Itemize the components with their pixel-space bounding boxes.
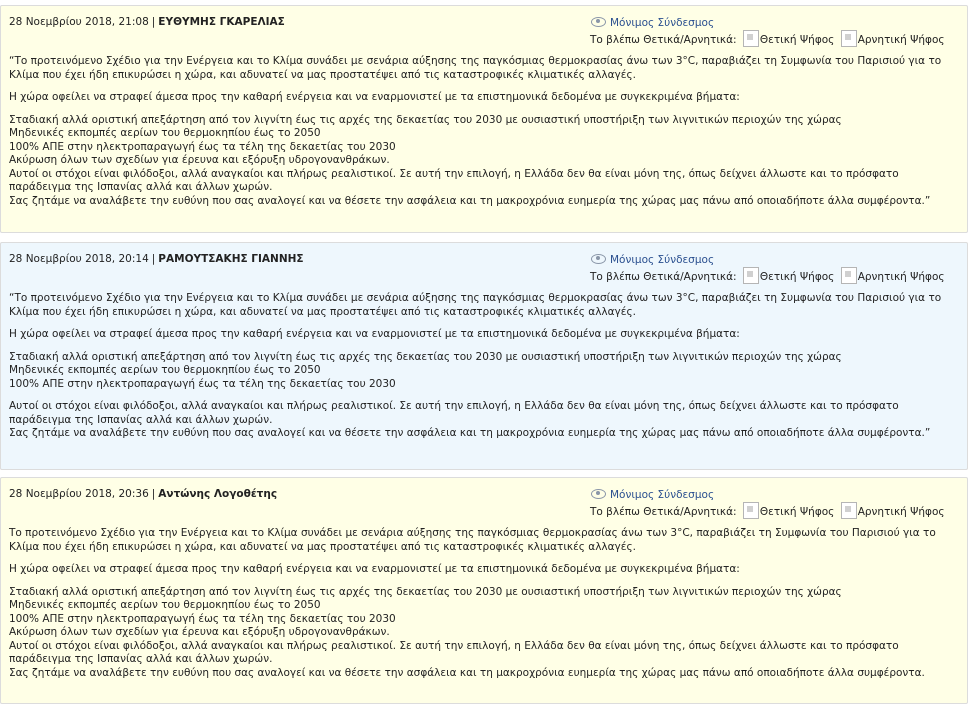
eye-icon: [591, 17, 606, 27]
comment-paragraph: “Το προτεινόμενο Σχέδιο για την Ενέργεια και το Κλίμα συνάδει με σενάρια αύξησης της παγκόσμιας θερμοκρασίας άνω των 3°C, παραβιάζει τη Συμφωνία του Παρισιού για το Κλίμα που έχει ήδη επικυρώσει η χώρα, και αδυνατεί να μας προστατέψει από τις καταστροφικές κλιματικές αλλαγές.: [9, 292, 942, 318]
comment-date: 28 Νοεμβρίου 2018, 21:08: [9, 16, 149, 28]
comment: [0, 477, 968, 704]
vote-positive-button[interactable]: [743, 271, 834, 283]
comment-body: [9, 527, 964, 689]
comment-line: Ακύρωση όλων των σχεδίων για έρευνα και εξόρυξη υδρογονανθράκων.: [9, 626, 390, 638]
comment-line: Σας ζητάμε να αναλάβετε την ευθύνη που σας αναλογεί και να θέσετε την ασφάλεια και τη μακροχρόνια ευημερία της χώρας μας πάνω από οποιαδήποτε άλλα συμφέροντα.: [9, 666, 925, 679]
thumbs-down-icon: [841, 502, 857, 519]
vote-negative-label: Αρνητική Ψήφος: [857, 34, 945, 46]
comment-line: Σας ζητάμε να αναλάβετε την ευθύνη που σας αναλογεί και να θέσετε την ασφάλεια και τη μακροχρόνια ευημερία της χώρας μας πάνω από οποιαδήποτε άλλα συμφέροντα.”: [9, 427, 931, 439]
eye-icon: [591, 489, 606, 499]
vote-prompt: Το βλέπω Θετικά/Αρνητικά:: [590, 271, 737, 283]
permalink-label: Μόνιμος Σύνδεσμος: [610, 254, 715, 266]
comment-lines: [9, 400, 964, 441]
comment-meta: [9, 16, 285, 28]
comment-author: ΡΑΜΟΥΤΣΑΚΗΣ ΓΙΑΝΝΗΣ: [158, 253, 304, 265]
eye-icon: [591, 254, 606, 264]
vote-prompt: Το βλέπω Θετικά/Αρνητικά:: [590, 506, 737, 518]
comment-line: 100% ΑΠΕ στην ηλεκτροπαραγωγή έως τα τέλη της δεκαετίας του 2030: [9, 140, 396, 153]
thumbs-up-icon: [743, 502, 759, 519]
permalink-link[interactable]: [591, 253, 945, 267]
comment-author: ΕΥΘΥΜΗΣ ΓΚΑΡΕΛΙΑΣ: [158, 16, 285, 28]
vote-negative-label: Αρνητική Ψήφος: [857, 506, 945, 518]
comment-line: Σταδιακή αλλά οριστική απεξάρτηση από τον λιγνίτη έως τις αρχές της δεκαετίας του 2030 με ουσιαστική υποστήριξη των λιγνιτικών περιοχών της χώρας: [9, 350, 842, 363]
vote-prompt: Το βλέπω Θετικά/Αρνητικά:: [590, 34, 737, 46]
vote-row: [590, 267, 945, 284]
comment-date: 28 Νοεμβρίου 2018, 20:14: [9, 253, 149, 265]
vote-positive-label: Θετική Ψήφος: [759, 271, 835, 283]
comment-line: Σταδιακή αλλά οριστική απεξάρτηση από τον λιγνίτη έως τις αρχές της δεκαετίας του 2030 με ουσιαστική υποστήριξη των λιγνιτικών περιοχών της χώρας: [9, 113, 842, 126]
vote-row: [590, 502, 945, 519]
comment-meta: [9, 253, 304, 265]
vote-positive-label: Θετική Ψήφος: [759, 506, 835, 518]
comment-line: 100% ΑΠΕ στην ηλεκτροπαραγωγή έως τα τέλη της δεκαετίας του 2030: [9, 612, 396, 625]
comment-line: Αυτοί οι στόχοι είναι φιλόδοξοι, αλλά αναγκαίοι και πλήρως ρεαλιστικοί. Σε αυτή την επιλογή, η Ελλάδα δεν θα είναι μόνη της, όπως δείχνει άλλωστε και το πρόσφατο παράδειγμα της Ισπανίας αλλά και άλλων χωρών.: [9, 639, 899, 665]
comment-lines: [9, 351, 964, 392]
comment-paragraph: Η χώρα οφείλει να στραφεί άμεσα προς την καθαρή ενέργεια και να εναρμονιστεί με τα επιστημονικά δεδομένα με συγκεκριμένα βήματα:: [9, 563, 740, 575]
comment-line: 100% ΑΠΕ στην ηλεκτροπαραγωγή έως τα τέλη της δεκαετίας του 2030: [9, 377, 396, 390]
meta-separator: |: [151, 16, 156, 28]
comment-tools: [591, 16, 945, 47]
comment-lines: [9, 114, 964, 209]
comment: [0, 242, 968, 470]
vote-positive-label: Θετική Ψήφος: [759, 34, 835, 46]
comment-line: Αυτοί οι στόχοι είναι φιλόδοξοι, αλλά αναγκαίοι και πλήρως ρεαλιστικοί. Σε αυτή την επιλογή, η Ελλάδα δεν θα είναι μόνη της, όπως δείχνει άλλωστε και το πρόσφατο παράδειγμα της Ισπανίας αλλά και άλλων χωρών.: [9, 167, 899, 193]
comment-paragraph: Το προτεινόμενο Σχέδιο για την Ενέργεια και το Κλίμα συνάδει με σενάρια αύξησης της παγκόσμιας θερμοκρασίας άνω των 3°C, παραβιάζει τη Συμφωνία του Παρισιού για το Κλίμα που έχει ήδη επικυρώσει η χώρα, και αδυνατεί να μας προστατέψει από τις καταστροφικές κλιματικές αλλαγές.: [9, 527, 936, 553]
comment-line: Μηδενικές εκπομπές αερίων του θερμοκηπίου έως το 2050: [9, 364, 321, 376]
comment-line: Μηδενικές εκπομπές αερίων του θερμοκηπίου έως το 2050: [9, 127, 321, 139]
comment-lines: [9, 586, 964, 681]
permalink-link[interactable]: [591, 488, 945, 502]
thumbs-up-icon: [743, 30, 759, 47]
comment-meta: [9, 488, 277, 500]
comment-line: Μηδενικές εκπομπές αερίων του θερμοκηπίου έως το 2050: [9, 599, 321, 611]
vote-positive-button[interactable]: [743, 34, 834, 46]
permalink-link[interactable]: [591, 16, 945, 30]
comment: [0, 5, 968, 233]
comment-line: Ακύρωση όλων των σχεδίων για έρευνα και εξόρυξη υδρογονανθράκων.: [9, 154, 390, 166]
vote-negative-button[interactable]: [841, 271, 945, 283]
meta-separator: |: [151, 488, 156, 500]
comment-paragraph: “Το προτεινόμενο Σχέδιο για την Ενέργεια και το Κλίμα συνάδει με σενάρια αύξησης της παγκόσμιας θερμοκρασίας άνω των 3°C, παραβιάζει τη Συμφωνία του Παρισιού για το Κλίμα που έχει ήδη επικυρώσει η χώρα, και αδυνατεί να μας προστατέψει από τις καταστροφικές κλιματικές αλλαγές.: [9, 55, 942, 81]
vote-positive-button[interactable]: [743, 506, 834, 518]
vote-negative-label: Αρνητική Ψήφος: [857, 271, 945, 283]
comment-tools: [591, 488, 945, 519]
vote-negative-button[interactable]: [841, 34, 945, 46]
vote-row: [590, 30, 945, 47]
vote-negative-button[interactable]: [841, 506, 945, 518]
comment-body: [9, 55, 964, 217]
permalink-label: Μόνιμος Σύνδεσμος: [610, 489, 715, 501]
meta-separator: |: [151, 253, 156, 265]
comment-paragraph: Η χώρα οφείλει να στραφεί άμεσα προς την καθαρή ενέργεια και να εναρμονιστεί με τα επιστημονικά δεδομένα με συγκεκριμένα βήματα:: [9, 91, 740, 103]
comment-paragraph: Η χώρα οφείλει να στραφεί άμεσα προς την καθαρή ενέργεια και να εναρμονιστεί με τα επιστημονικά δεδομένα με συγκεκριμένα βήματα:: [9, 328, 740, 340]
thumbs-down-icon: [841, 267, 857, 284]
comment-line: Σας ζητάμε να αναλάβετε την ευθύνη που σας αναλογεί και να θέσετε την ασφάλεια και τη μακροχρόνια ευημερία της χώρας μας πάνω από οποιαδήποτε άλλα συμφέροντα.”: [9, 194, 931, 207]
comment-date: 28 Νοεμβρίου 2018, 20:36: [9, 488, 149, 500]
comment-author: Αντώνης Λογοθέτης: [158, 488, 278, 500]
comment-line: Αυτοί οι στόχοι είναι φιλόδοξοι, αλλά αναγκαίοι και πλήρως ρεαλιστικοί. Σε αυτή την επιλογή, η Ελλάδα δεν θα είναι μόνη της, όπως δείχνει άλλωστε και το πρόσφατο παράδειγμα της Ισπανίας αλλά και άλλων χωρών.: [9, 400, 899, 426]
comment-line: Σταδιακή αλλά οριστική απεξάρτηση από τον λιγνίτη έως τις αρχές της δεκαετίας του 2030 με ουσιαστική υποστήριξη των λιγνιτικών περιοχών της χώρας: [9, 585, 842, 598]
permalink-label: Μόνιμος Σύνδεσμος: [610, 17, 715, 29]
comment-body: [9, 292, 964, 450]
comment-tools: [591, 253, 945, 284]
thumbs-down-icon: [841, 30, 857, 47]
thumbs-up-icon: [743, 267, 759, 284]
